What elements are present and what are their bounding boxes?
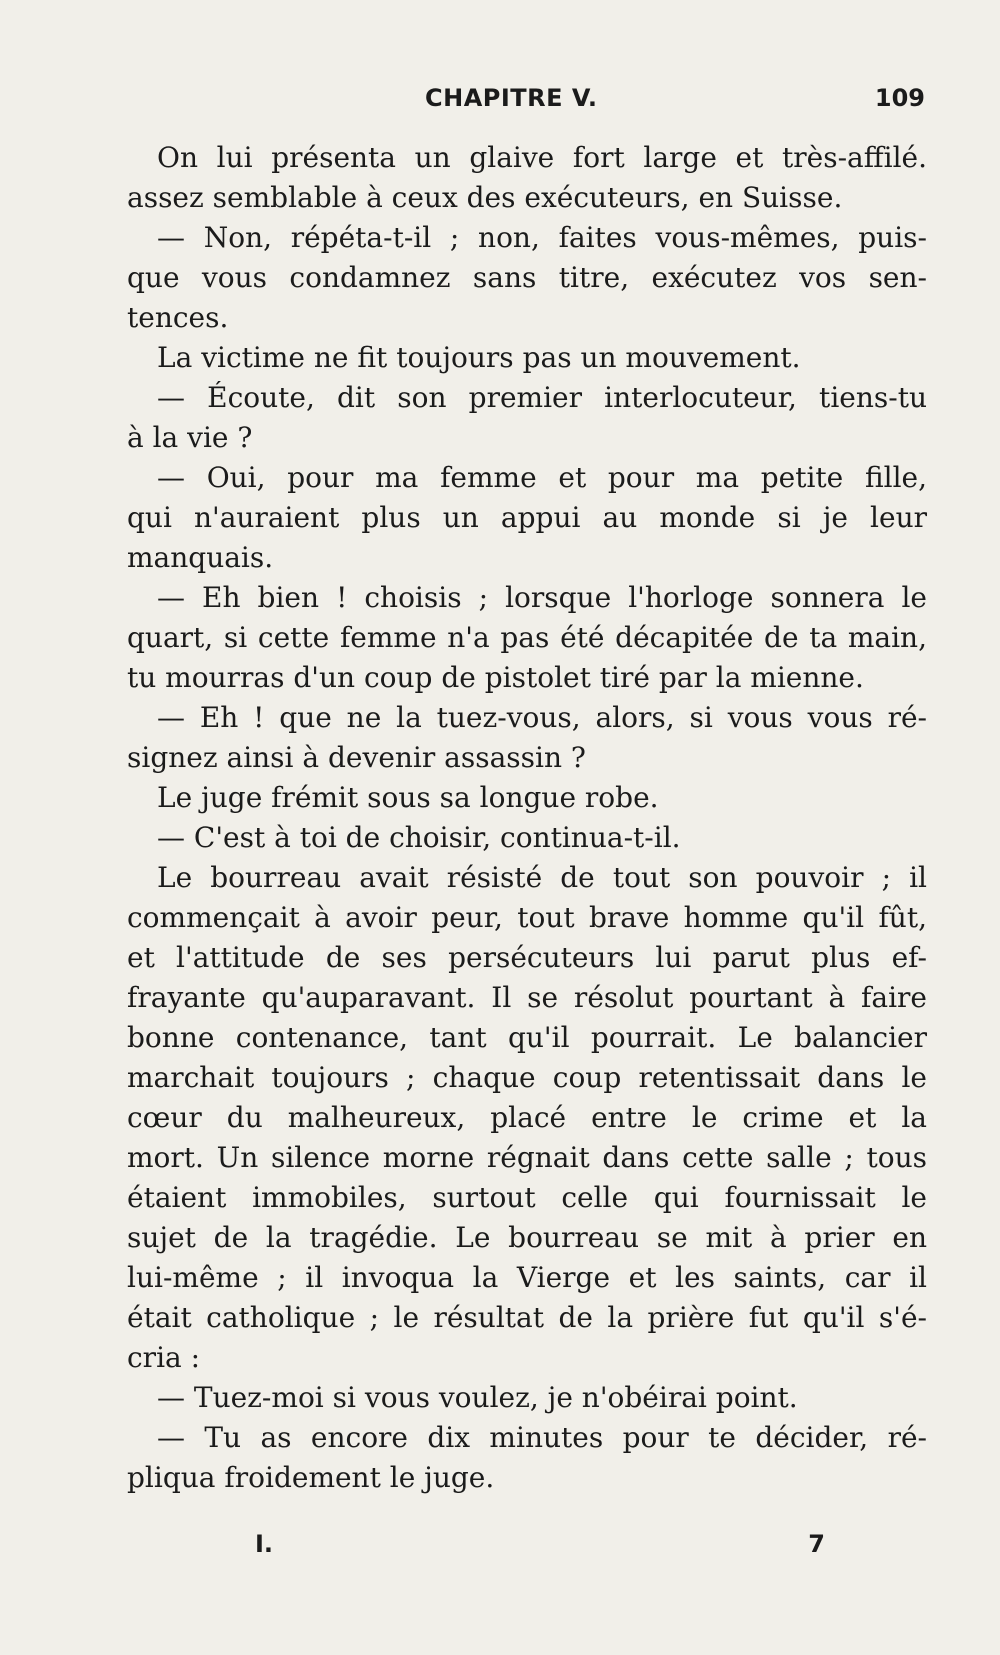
text-line: tu mourras d'un coup de pistolet tiré par la mienne.	[127, 661, 864, 694]
text-line: cœur du malheureux, placé entre le crime et la	[127, 1101, 927, 1134]
text-line: manquais.	[127, 541, 274, 574]
running-head: CHAPITRE V.	[425, 84, 598, 112]
text-line: — Non, répéta-t-il ; non, faites vous-mêmes, puis-	[157, 221, 927, 254]
text-line: quart, si cette femme n'a pas été décapitée de ta main,	[127, 621, 927, 654]
text-line: tences.	[127, 301, 229, 334]
text-line: était catholique ; le résultat de la prière fut qu'il s'é-	[127, 1301, 927, 1334]
text-line: — Écoute, dit son premier interlocuteur, tiens-tu	[157, 381, 927, 414]
text-line: assez semblable à ceux des exécuteurs, en Suisse.	[127, 181, 843, 214]
page-header	[120, 84, 925, 120]
text-line: lui-même ; il invoqua la Vierge et les saints, car il	[127, 1261, 927, 1294]
text-line: frayante qu'auparavant. Il se résolut pourtant à faire	[127, 981, 927, 1014]
page-number: 109	[874, 84, 925, 112]
text-line: qui n'auraient plus un appui au monde si je leur	[127, 501, 927, 534]
signature-mark: I.	[255, 1530, 274, 1558]
text-line: On lui présenta un glaive fort large et très-affilé.	[157, 141, 927, 174]
text-line: pliqua froidement le juge.	[127, 1461, 495, 1494]
text-line: signez ainsi à devenir assassin ?	[127, 741, 586, 774]
text-line: sujet de la tragédie. Le bourreau se mit à prier en	[127, 1221, 927, 1254]
text-line: commençait à avoir peur, tout brave homme qu'il fût,	[127, 901, 927, 934]
page-footer	[255, 1530, 825, 1566]
text-line: — Eh bien ! choisis ; lorsque l'horloge sonnera le	[157, 581, 927, 614]
text-line: à la vie ?	[127, 421, 253, 454]
text-line: et l'attitude de ses persécuteurs lui parut plus ef-	[127, 941, 927, 974]
text-line: La victime ne fit toujours pas un mouvement.	[157, 341, 801, 374]
text-line: bonne contenance, tant qu'il pourrait. Le balancier	[127, 1021, 927, 1054]
text-line: marchait toujours ; chaque coup retentissait dans le	[127, 1061, 927, 1094]
text-line: cria :	[127, 1341, 201, 1374]
text-line: mort. Un silence morne régnait dans cette salle ; tous	[127, 1141, 927, 1174]
text-line: — Oui, pour ma femme et pour ma petite fille,	[157, 461, 927, 494]
text-line: — Tu as encore dix minutes pour te décider, ré-	[157, 1421, 927, 1454]
text-line: Le bourreau avait résisté de tout son pouvoir ; il	[157, 861, 927, 894]
text-line: — C'est à toi de choisir, continua-t-il.	[157, 821, 681, 854]
text-line: que vous condamnez sans titre, exécutez vos sen-	[127, 261, 927, 294]
text-line: — Tuez-moi si vous voulez, je n'obéirai point.	[157, 1381, 798, 1414]
text-line: étaient immobiles, surtout celle qui fournissait le	[127, 1181, 927, 1214]
text-line: Le juge frémit sous sa longue robe.	[157, 781, 659, 814]
text-line: — Eh ! que ne la tuez-vous, alors, si vous vous ré-	[157, 701, 927, 734]
body-text	[127, 138, 927, 1498]
sheet-number: 7	[808, 1530, 825, 1558]
